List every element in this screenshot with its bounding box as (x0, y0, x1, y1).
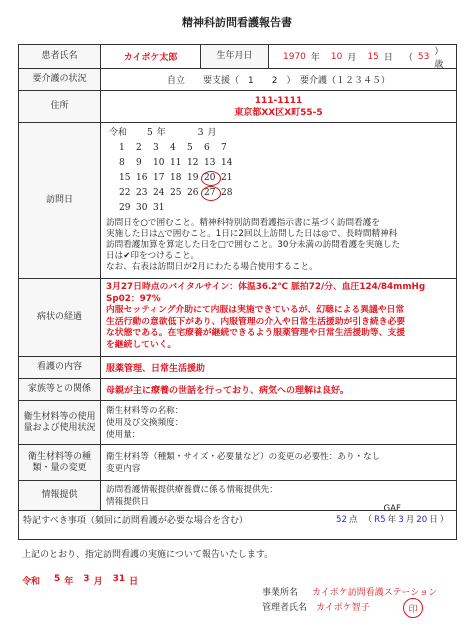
calendar-day (187, 201, 204, 216)
dob-day: 15 (367, 51, 379, 62)
visits-label: 訪問日 (19, 123, 101, 278)
dob-cell (269, 45, 456, 68)
calendar-day: 8 (119, 158, 125, 168)
family-cell (101, 379, 456, 400)
report-date-day: 31 (112, 574, 126, 584)
address-label: 住所 (19, 91, 101, 122)
age-close: ）歳 (434, 46, 444, 70)
calendar-week (119, 201, 451, 216)
calendar-day: 4 (170, 143, 176, 153)
gaf-score-unit: 点 (348, 515, 358, 525)
family-text: 母親が主に療養の世話を行っており、病気への理解は良好。 (106, 386, 350, 396)
calendar-year-unit: 年 (156, 128, 166, 138)
calendar-week (119, 156, 451, 171)
care-level-text: 自立 要支援（ 1 2 ） 要介護（１２３４５） (167, 76, 390, 86)
remarks-gaf-block (336, 504, 448, 526)
visits-cell (101, 123, 456, 278)
info-recipient: 訪問看護情報提供療養費に係る情報提供先： (106, 484, 278, 495)
manager-name: カイポケ智子 (316, 603, 370, 613)
calendar-day: 2 (136, 143, 142, 153)
report-date-month-unit: 月 (93, 577, 103, 587)
calendar-week (119, 171, 451, 186)
calendar-day: 17 (153, 173, 165, 183)
progress-line: 生活行動の意欲低下があり、内服管理の介入や日常生活援助が引き続き必要 (106, 316, 406, 327)
visits-note-line: 訪問看護加算を算定した日を□で囲むこと。30分未満の訪問看護を実施した (106, 240, 401, 250)
report-date-year: 5 (54, 574, 61, 584)
visits-note-line: 訪問日を○で囲むこと。精神科特別訪問看護指示書に基づく訪問看護を (106, 218, 380, 228)
progress-line: な状態である。在宅療養が継続できるよう服薬管理や日常生活援助等、支援 (106, 328, 406, 338)
gaf-date-month: 3 (398, 515, 404, 525)
report-date (22, 574, 138, 587)
gaf-date-year-unit: 年 (387, 515, 397, 525)
calendar-day: 6 (204, 143, 210, 153)
calendar-day: 10 (153, 158, 165, 168)
calendar-month: 3 (197, 128, 204, 138)
calendar-day: 1 (119, 143, 125, 153)
calendar-week (119, 141, 451, 156)
nursing-label: 看護の内容 (19, 357, 101, 378)
gaf-date-close: ） (439, 515, 449, 525)
patient-name-label: 患者氏名 (19, 45, 101, 68)
calendar-day: 27 (204, 186, 221, 201)
address-line: 東京都XX区X町55-5 (234, 107, 323, 118)
calendar-day (221, 201, 238, 216)
calendar-day: 11 (170, 158, 182, 168)
report-date-era: 令和 (22, 577, 41, 587)
patient-name: カイポケ太郎 (123, 53, 178, 63)
office-name: カイポケ訪問看護ステーション (312, 588, 438, 598)
progress-cell (101, 279, 456, 356)
dob-year: 1970 (283, 51, 306, 62)
nursing-row (18, 356, 457, 378)
nursing-cell (101, 357, 456, 378)
care-level-row (18, 68, 457, 90)
calendar-day (170, 201, 187, 216)
calendar-day: 5 (187, 143, 193, 153)
calendar-day: 14 (221, 158, 233, 168)
calendar-day: 30 (136, 203, 148, 213)
address-row (18, 90, 457, 122)
supplies-change-cell (101, 445, 456, 480)
office-label: 事業所名 (262, 588, 299, 598)
dob-year-unit: 年 (310, 53, 320, 63)
visit-circle-mark (201, 171, 221, 186)
calendar-week (119, 186, 451, 201)
care-level-cell (101, 69, 456, 90)
supplies-change-need: 衛生材料等（種類・サイズ・必要量など）の変更の必要性：あり・なし (106, 451, 381, 462)
calendar-month-unit: 月 (207, 128, 217, 138)
patient-age: 53 (417, 51, 430, 62)
manager-label: 管理者氏名 (262, 603, 308, 613)
dob-month: 10 (330, 51, 343, 62)
dob-day-unit: 日 (383, 53, 393, 63)
gaf-date-day-unit: 日 (429, 515, 438, 525)
calendar-day: 18 (170, 173, 182, 183)
supplies-cell (101, 401, 456, 444)
remarks-row (18, 504, 457, 540)
info-date: 情報提供日 (106, 496, 149, 507)
calendar-grid (106, 141, 451, 216)
progress-line: Sp02：97% (106, 293, 161, 304)
calendar-day: 7 (221, 143, 227, 153)
calendar-day: 22 (119, 188, 131, 198)
calendar-day: 31 (153, 203, 165, 213)
supplies-change-label: 衛生材料等の種類・量の変更 (19, 445, 101, 480)
visit-circle-mark (201, 186, 221, 201)
calendar-day: 13 (204, 158, 216, 168)
calendar-day: 26 (187, 188, 199, 198)
progress-label: 病状の経過 (19, 279, 101, 356)
gaf-score-line (336, 515, 448, 526)
report-form (18, 44, 457, 540)
seal-stamp: 印 (403, 598, 423, 618)
supplies-method-label: 使用及び交換頻度： (106, 417, 184, 428)
report-date-day-unit: 日 (129, 577, 139, 587)
gaf-score: 52 (336, 515, 347, 525)
visits-note (106, 218, 451, 273)
calendar-day (204, 201, 221, 216)
progress-line: を継続していく。 (106, 339, 177, 350)
gaf-date-month-unit: 月 (405, 515, 415, 525)
care-level-label: 要介護の状況 (19, 69, 101, 90)
calendar-era: 令和 (109, 128, 128, 138)
patient-name-cell (101, 45, 201, 68)
calendar-day: 15 (119, 173, 131, 183)
dob-month-unit: 月 (347, 53, 357, 63)
dob-label: 生年月日 (201, 45, 269, 68)
patient-row (18, 44, 457, 68)
gaf-date-era: R5 (374, 515, 386, 525)
report-date-year-unit: 年 (64, 577, 74, 587)
report-statement: 上記のとおり、指定訪問看護の実施について報告いたします。 (22, 550, 274, 560)
calendar-day: 3 (153, 143, 159, 153)
nursing-text: 服薬管理、日常生活援助 (106, 364, 206, 374)
progress-line: 内服セッティング介助にて内服は実施できているが、幻聴による異議や日常 (106, 305, 405, 315)
calendar-day: 28 (221, 188, 233, 198)
family-row (18, 378, 457, 400)
gaf-date-open: （ (363, 515, 373, 525)
family-label: 家族等との関係 (19, 379, 101, 400)
calendar-day: 9 (136, 158, 142, 168)
supplies-name-label: 衛生材料等の名称： (106, 405, 184, 416)
supplies-amount-label: 使用量： (106, 429, 141, 440)
visits-note-line: 日は✔印をつけること。 (106, 251, 200, 261)
calendar-day: 16 (136, 173, 148, 183)
info-label: 情報提供 (19, 481, 101, 510)
address-cell (101, 91, 456, 122)
visits-note-line: 実施した日は△で囲むこと。1日に2回以上訪問した日は◎で、長時間精神科 (106, 229, 398, 239)
calendar-day: 29 (119, 203, 131, 213)
calendar-day: 23 (136, 188, 148, 198)
report-date-month: 3 (83, 574, 90, 584)
calendar-day: 21 (221, 173, 233, 183)
remarks-label: 特記すべき事項（頻回に訪問看護が必要な場合を含む） (23, 516, 248, 526)
calendar-day: 25 (170, 188, 182, 198)
age-open: （ (403, 53, 413, 63)
gaf-date-day: 20 (416, 515, 428, 525)
report-title: 精神科訪問看護報告書 (182, 16, 292, 29)
gaf-code: GAF (383, 504, 401, 514)
progress-line: 3月27日時点のバイタルサイン：体温36.2℃ 脈拍72/分、血圧124/84mmHg (106, 282, 426, 292)
calendar-header (106, 126, 451, 141)
calendar-day: 12 (187, 158, 199, 168)
calendar-day: 19 (187, 173, 199, 183)
visits-row (18, 122, 457, 278)
calendar-day: 24 (153, 188, 165, 198)
progress-row (18, 278, 457, 356)
calendar-year: 5 (147, 128, 153, 138)
calendar-day: 20 (204, 171, 221, 186)
visits-note-line: なお、右表は訪問日が2月にわたる場合使用すること。 (106, 262, 318, 272)
supplies-row (18, 400, 457, 444)
supplies-change-row (18, 444, 457, 480)
supplies-label: 衛生材料等の使用量および使用状況 (19, 401, 101, 444)
address-zip: 111-1111 (254, 95, 303, 106)
supplies-change-content: 変更内容 (106, 463, 141, 474)
